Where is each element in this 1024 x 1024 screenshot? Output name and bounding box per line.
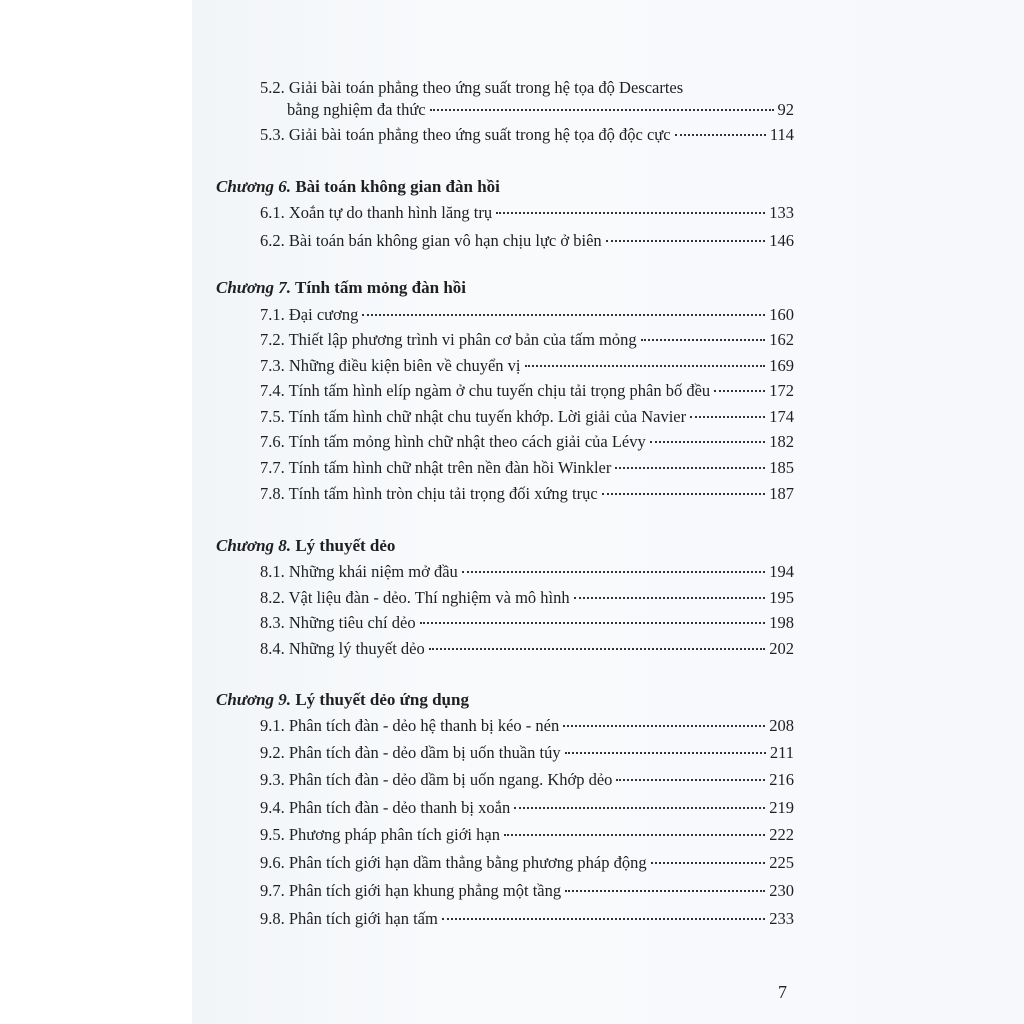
toc-entry-7-3 — [260, 353, 794, 379]
toc-entry-page: 169 — [769, 356, 794, 375]
toc-entry-9-2 — [260, 740, 794, 766]
chapter-9-heading — [216, 687, 469, 713]
chapter-prefix: Chương 9. — [216, 690, 292, 709]
chapter-prefix: Chương 8. — [216, 536, 292, 555]
dot-leader — [675, 133, 766, 136]
toc-entry-label: 7.7. Tính tấm hình chữ nhật trên nền đàn hồi Winkler — [260, 458, 612, 477]
toc-entry-page: 198 — [769, 613, 794, 632]
toc-entry-label: 5.2. Giải bài toán phẳng theo ứng suất trong hệ tọa độ Descartes — [260, 78, 684, 97]
toc-entry-6-1 — [260, 200, 794, 226]
toc-entry-7-5 — [260, 404, 794, 430]
dot-leader — [690, 415, 765, 418]
toc-entry-label: 8.4. Những lý thuyết dẻo — [260, 639, 425, 658]
dot-leader — [496, 211, 765, 214]
dot-leader — [615, 466, 765, 469]
toc-entry-page: 208 — [769, 716, 794, 735]
toc-entry-7-7 — [260, 455, 794, 481]
toc-entry-page: 194 — [769, 562, 794, 581]
toc-entry-9-4 — [260, 795, 794, 821]
toc-entry-label: bằng nghiệm đa thức — [287, 100, 426, 119]
toc-entry-9-8 — [260, 906, 794, 932]
chapter-prefix: Chương 7. — [216, 278, 292, 297]
toc-entry-page: 162 — [769, 330, 794, 349]
toc-entry-label: 6.1. Xoắn tự do thanh hình lăng trụ — [260, 203, 493, 222]
toc-entry-page: 222 — [769, 825, 794, 844]
chapter-title: Lý thuyết dẻo — [291, 536, 396, 555]
dot-leader — [606, 239, 766, 242]
toc-entry-page: 182 — [769, 432, 794, 451]
toc-entry-page: 160 — [769, 305, 794, 324]
chapter-title: Bài toán không gian đàn hồi — [291, 177, 500, 196]
toc-entry-label: 5.3. Giải bài toán phẳng theo ứng suất trong hệ tọa độ độc cực — [260, 125, 671, 144]
toc-entry-8-4 — [260, 636, 794, 662]
page-number: 7 — [778, 982, 787, 1002]
toc-entry-8-3 — [260, 610, 794, 636]
toc-entry-label: 8.2. Vật liệu đàn - dẻo. Thí nghiệm và mô hình — [260, 588, 570, 607]
toc-entry-page: 216 — [769, 770, 794, 789]
toc-entry-page: 225 — [769, 853, 794, 872]
toc-entry-label: 9.5. Phương pháp phân tích giới hạn — [260, 825, 500, 844]
toc-entry-8-1 — [260, 559, 794, 585]
chapter-title: Lý thuyết dẻo ứng dụng — [291, 690, 469, 709]
chapter-8-heading — [216, 533, 395, 559]
toc-entry-9-5 — [260, 822, 794, 848]
toc-entry-label: 7.5. Tính tấm hình chữ nhật chu tuyến khớp. Lời giải của Navier — [260, 407, 687, 426]
chapter-6-heading — [216, 174, 500, 200]
dot-leader — [565, 889, 765, 892]
toc-entry-page: 185 — [769, 458, 794, 477]
dot-leader — [616, 778, 765, 781]
toc-entry-page: 133 — [769, 203, 794, 222]
toc-entry-label: 9.7. Phân tích giới hạn khung phẳng một tầng — [260, 881, 562, 900]
toc-entry-label: 9.1. Phân tích đàn - dẻo hệ thanh bị kéo - nén — [260, 716, 560, 735]
dot-leader — [714, 389, 765, 392]
dot-leader — [565, 751, 766, 754]
dot-leader — [650, 440, 766, 443]
dot-leader — [574, 596, 766, 599]
toc-entry-page: 187 — [769, 484, 794, 503]
toc-entry-6-2 — [260, 228, 794, 254]
toc-entry-8-2 — [260, 585, 794, 611]
chapter-title: Tính tấm mỏng đàn hồi — [291, 278, 467, 297]
toc-entry-page: 211 — [769, 743, 794, 762]
toc-entry-7-6 — [260, 429, 794, 455]
dot-leader — [429, 647, 765, 650]
dot-leader — [641, 338, 766, 341]
chapter-7-heading — [216, 275, 466, 301]
dot-leader — [602, 492, 766, 495]
toc-entry-9-3 — [260, 767, 794, 793]
toc-entry-7-8 — [260, 481, 794, 507]
toc-entry-label: 7.6. Tính tấm mỏng hình chữ nhật theo cách giải của Lévy — [260, 432, 646, 451]
toc-entry-5-2 — [287, 97, 794, 123]
dot-leader — [362, 313, 765, 316]
toc-entry-label: 9.2. Phân tích đàn - dẻo dầm bị uốn thuần túy — [260, 743, 561, 762]
toc-entry-page: 202 — [769, 639, 794, 658]
toc-entry-page: 172 — [769, 381, 794, 400]
dot-leader — [504, 833, 765, 836]
toc-entry-label: 7.4. Tính tấm hình elíp ngàm ở chu tuyến chịu tải trọng phân bố đều — [260, 381, 711, 400]
toc-entry-7-2 — [260, 327, 794, 353]
toc-entry-label: 9.8. Phân tích giới hạn tấm — [260, 909, 438, 928]
chapter-prefix: Chương 6. — [216, 177, 292, 196]
toc-entry-page: 92 — [777, 100, 794, 119]
toc-entry-page: 114 — [769, 125, 794, 144]
toc-entry-label: 6.2. Bài toán bán không gian vô hạn chịu lực ở biên — [260, 231, 602, 250]
toc-entry-9-7 — [260, 878, 794, 904]
toc-entry-7-1 — [260, 302, 794, 328]
dot-leader — [651, 861, 766, 864]
dot-leader — [430, 108, 774, 111]
dot-leader — [420, 621, 766, 624]
toc-entry-label: 7.3. Những điều kiện biên về chuyển vị — [260, 356, 521, 375]
dot-leader — [563, 724, 765, 727]
toc-entry-page: 219 — [769, 798, 794, 817]
toc-entry-7-4 — [260, 378, 794, 404]
toc-entry-page: 174 — [769, 407, 794, 426]
toc-entry-label: 7.8. Tính tấm hình tròn chịu tải trọng đối xứng trục — [260, 484, 598, 503]
toc-entry-page: 233 — [769, 909, 794, 928]
toc-entry-page: 146 — [769, 231, 794, 250]
toc-entry-label: 7.1. Đại cương — [260, 305, 359, 324]
dot-leader — [525, 364, 766, 367]
dot-leader — [462, 570, 765, 573]
dot-leader — [514, 806, 765, 809]
toc-entry-9-6 — [260, 850, 794, 876]
toc-entry-page: 230 — [769, 881, 794, 900]
toc-entry-label: 9.6. Phân tích giới hạn dầm thẳng bằng phương pháp động — [260, 853, 647, 872]
toc-entry-label: 8.1. Những khái niệm mở đầu — [260, 562, 458, 581]
toc-entry-label: 7.2. Thiết lập phương trình vi phân cơ bản của tấm mỏng — [260, 330, 637, 349]
toc-entry-page: 195 — [769, 588, 794, 607]
toc-entry-9-1 — [260, 713, 794, 739]
dot-leader — [442, 917, 765, 920]
toc-entry-5-3 — [260, 122, 794, 148]
toc-entry-label: 9.3. Phân tích đàn - dẻo dầm bị uốn ngang. Khớp dẻo — [260, 770, 613, 789]
toc-entry-label: 8.3. Những tiêu chí dẻo — [260, 613, 416, 632]
toc-entry-label: 9.4. Phân tích đàn - dẻo thanh bị xoắn — [260, 798, 511, 817]
